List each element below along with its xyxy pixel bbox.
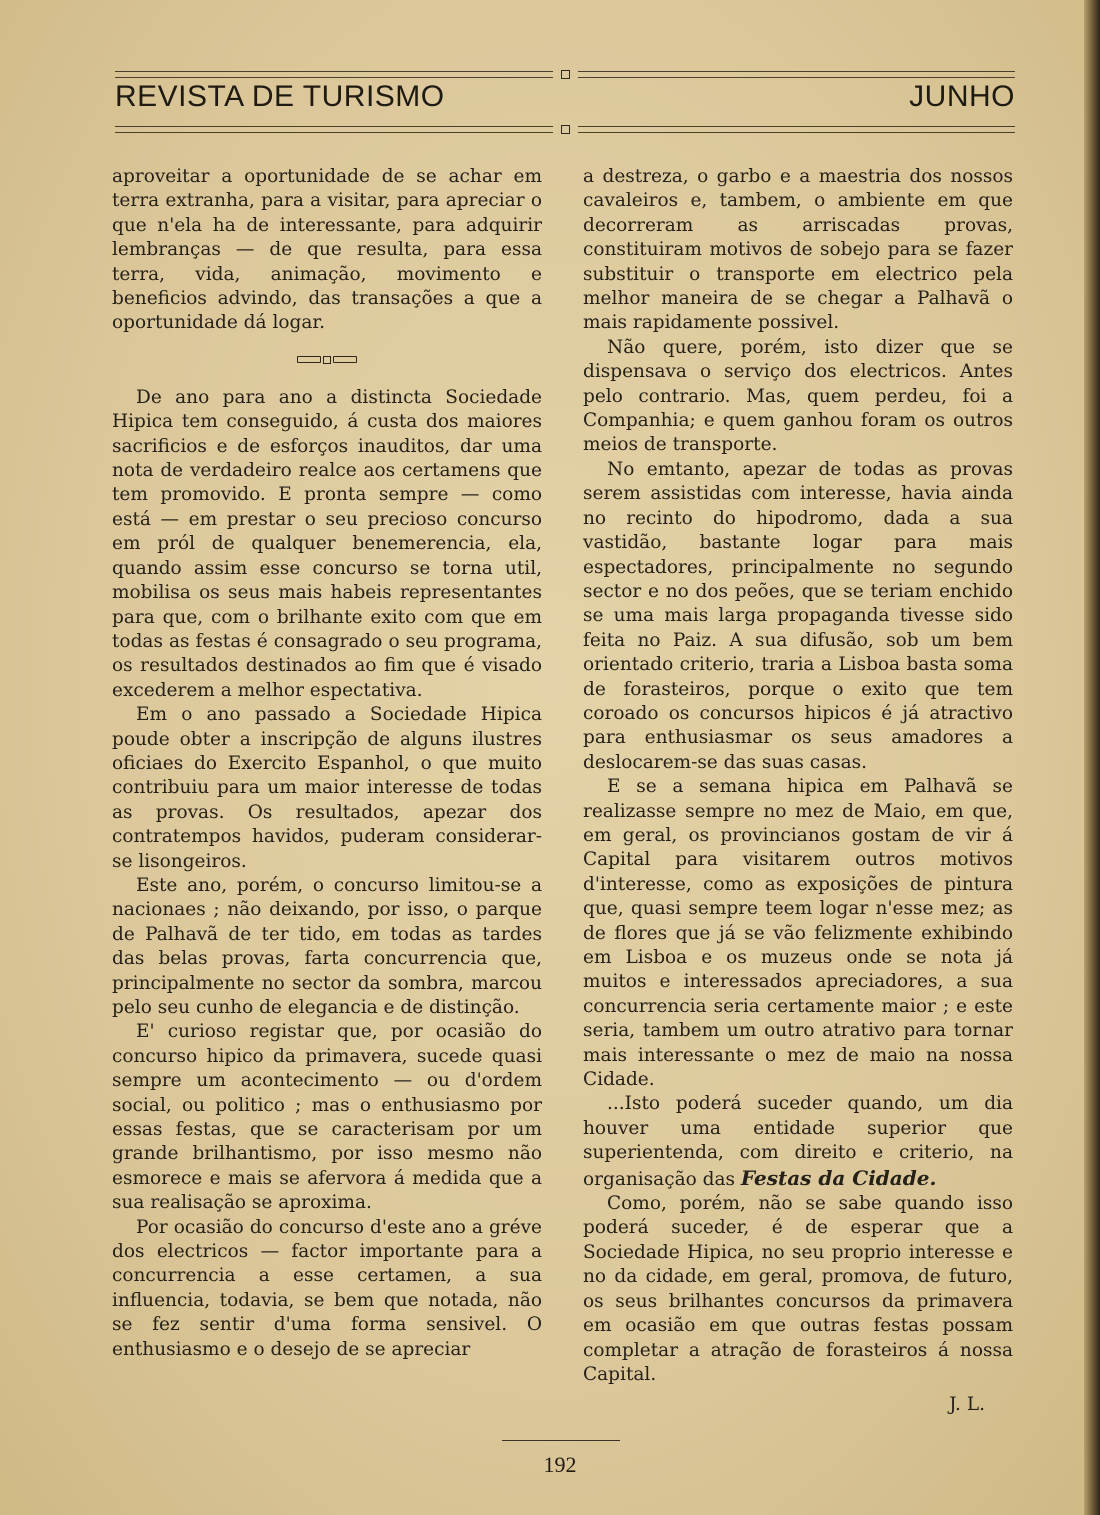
- festas-da-cidade-emphasis: Festas da Cidade.: [740, 1165, 937, 1190]
- paragraph: Não quere, porém, isto dizer que se dispensava o serviço dos electricos. Antes pelo contrario. Mas, quem perdeu, foi a Companhia; e quem ganhou foram os outros meios de transporte.: [583, 336, 1013, 456]
- paragraph: a destreza, o garbo e a maestria dos nossos cavaleiros e, tambem, o ambiente em que decorreram as arriscadas provas, constituiram motivos de sobejo para se fazer substituir o transporte em electrico pela melhor maneira de se chegar a Palhavã o mais rapidamente possivel.: [583, 166, 1013, 334]
- ornament-bar: [297, 356, 321, 363]
- paragraph: De ano para ano a distincta Sociedade Hipica tem conseguido, á custa dos maiores sacrificios e de esforços inauditos, dar uma nota de verdadeiro realce aos certamens que tem promovido. E pronta sempre — como está — em prestar o seu precioso concurso em pról de qualquer benemerencia, ela, quando assim esse concurso se torna util, mobilisa os seus mais habeis representantes para que, com o brilhante exito com que em todas as festas é consagrado o seu programa, os resultados destinados ao fim que é visado excederem a melhor espectativa.: [112, 386, 542, 701]
- paragraph: aproveitar a oportunidade de se achar em terra extranha, para a visitar, para apreciar o que n'ela ha de interessante, para adquirir lembranças — de que resulta, para essa terra, vida, animação, movimento e beneficios advindo, das transações a que a oportunidade dá logar.: [112, 166, 542, 334]
- paragraph: Como, porém, não se sabe quando isso poderá suceder, é de esperar que a Sociedade Hipica, no seu proprio interesse e no da cidade, em geral, promova, de futuro, os seus brilhantes concursos da primavera em ocasião em que outras festas possam completar a atração de forasteiros á nossa Capital.: [583, 1193, 1013, 1385]
- running-header: [115, 80, 1015, 120]
- rule-line: [578, 71, 1016, 78]
- paragraph: [583, 1092, 1013, 1192]
- magazine-title: REVISTA DE TURISMO: [115, 80, 445, 113]
- rule-ornament-box: [561, 70, 570, 79]
- header-bottom-rule: [115, 122, 1015, 136]
- paragraph: Este ano, porém, o concurso limitou-se a nacionaes ; não deixando, por isso, o parque de Palhavã de ter tido, em todas as tardes das belas provas, farta concurrencia que, principalmente no sector da sombra, marcou pelo seu cunho de elegancia e de distinção.: [112, 874, 542, 1018]
- ornament-box: [323, 356, 331, 364]
- ornament-bar: [333, 356, 357, 363]
- rule-line: [115, 71, 553, 78]
- page-edge-shadow: [1084, 0, 1100, 1515]
- right-column: [583, 165, 1013, 1418]
- paragraph: Em o ano passado a Sociedade Hipica poude obter a inscripção de alguns ilustres oficiaes do Exercito Espanhol, o que muito contribuiu para um maior interesse de todas as provas. Os resultados, apezar dos contratempos havidos, puderam considerar-se lisongeiros.: [112, 704, 542, 872]
- paragraph: No emtanto, apezar de todas as provas serem assistidas com interesse, havia ainda no recinto do hipodromo, dada a sua vastidão, bastante logar para mais espectadores, principalmente no segundo sector e no dos peões, que se teriam enchido se uma mais larga propaganda tivesse sido feita no Paiz. A sua difusão, sob um bem orientado criterio, traria a Lisboa basta soma de forasteiros, porque o exito que tem coroado os concursos hipicos é já atractivo para enthusiasmar os seus amadores a deslocarem-se das suas casas.: [583, 458, 1013, 773]
- paragraph: Por ocasião do concurso d'este ano a gréve dos electricos — factor importante para a concurrencia a esse certamen, a sua influencia, todavia, se bem que notada, não se fez sentir d'uma forma sensivel. O enthusiasmo e o desejo de se apreciar: [112, 1216, 542, 1360]
- author-signature: J. L.: [949, 1394, 985, 1416]
- issue-month: JUNHO: [909, 80, 1015, 113]
- header-top-rule: [115, 67, 1015, 81]
- left-column: [112, 165, 542, 1362]
- rule-line: [115, 126, 553, 133]
- paragraph-text: ...Isto poderá suceder quando, um dia houver uma entidade superior que superientenda, com direito e criterio, na organisação das: [583, 1093, 1013, 1190]
- paragraph: E' curioso registar que, por ocasião do concurso hipico da primavera, sucede quasi sempre um acontecimento — ou d'ordem social, ou politico ; mas o enthusiasmo por essas festas, que se caracterisam por um grande brilhantismo, por isso mesmo não esmorece e mais se afervora á medida que a sua realisação se aproxima.: [112, 1021, 542, 1214]
- rule-ornament-box: [561, 125, 570, 134]
- footer-rule: [502, 1440, 620, 1441]
- section-divider-ornament: [112, 340, 542, 380]
- page-number: 192: [543, 1452, 577, 1477]
- paragraph: E se a semana hipica em Palhavã se realizasse sempre no mez de Maio, em que, em geral, os provincianos gostam de vir á Capital para visitarem outros motivos d'interesse, como as exposições de pintura que, quasi sempre teem logar n'esse mez; as de flores que já se vão felizmente exhibindo em Lisboa e os muzeus onde se nota já muitos e interessados apreciadores, a sua concurrencia seria certamente maior ; e este seria, tambem um outro atrativo para tornar mais interessante o mez de maio na nossa Cidade.: [583, 776, 1013, 1091]
- rule-line: [578, 126, 1016, 133]
